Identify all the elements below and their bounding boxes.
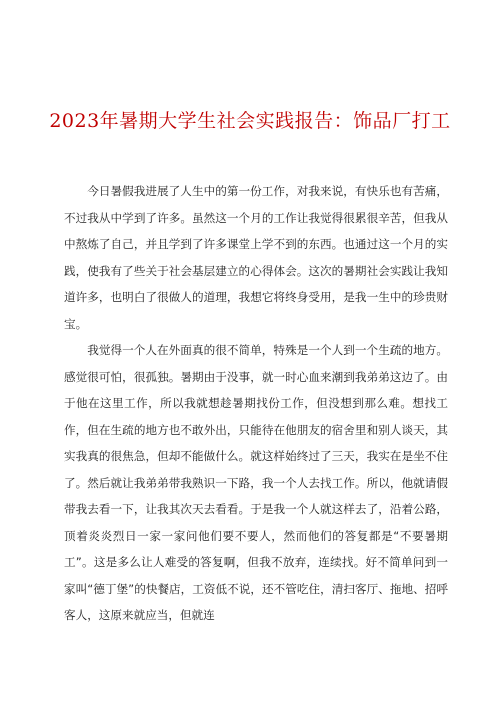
document-body bbox=[64, 178, 448, 629]
paragraph: 我觉得一个人在外面真的很不简单，特殊是一个人到一个生疏的地方。感觉很可怕，很孤独。暑期由于没事，就一时心血来潮到我弟弟这边了。由于他在这里工作，所以我就想趁暑期找份工作，但没想到那么难。想找工作，但在生疏的地方也不敢外出，只能待在他朋友的宿舍里和别人谈天，其实我真的很焦急，但却不能做什么。就这样始终过了三天，我实在是坐不住了。然后就让我弟弟带我熟识一下路，我一个人去找工作。所以，他就请假带我去看一下，让我其次天去看看。于是我一个人就这样去了，沿着公路，顶着炎炎烈日一家一家问他们要不要人，然而他们的答复都是“不要暑期工”。这是多么让人难受的答复啊，但我不放弃，连续找。好不简单问到一家叫“德丁堡”的快餐店，工资低不说，还不管吃住，清扫客厅、拖地、招呼客人，这原来就应当，但就连 bbox=[64, 343, 448, 622]
document-title: 2023年暑期大学生社会实践报告：饰品厂打工 bbox=[49, 110, 451, 132]
paragraph: 今日暑假我进展了人生中的第一份工作，对我来说，有快乐也有苦痛，不过我从中学到了许多。虽然这一个月的工作让我觉得很累很辛苦，但我从中熬炼了自己，并且学到了许多课堂上学不到的东西。也通过这一个月的实践，使我有了些关于社会基层建立的心得体会。这次的暑期社会实践让我知道许多，也明白了很做人的道理，我想它将终身受用，是我一生中的珍贵财宝。 bbox=[64, 184, 448, 331]
